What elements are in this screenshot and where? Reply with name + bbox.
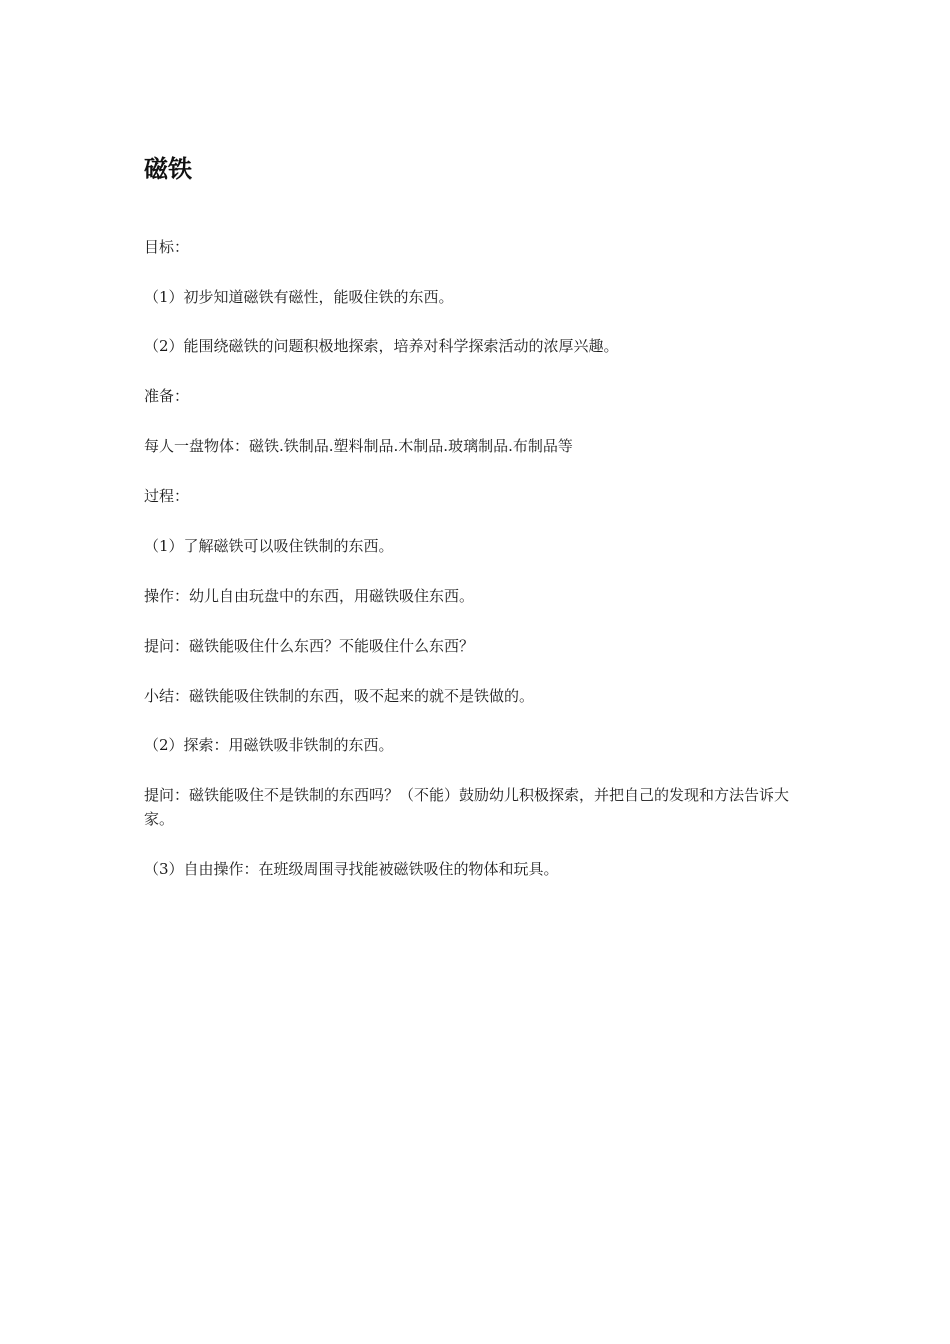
process-step-3: （3）自由操作：在班级周围寻找能被磁铁吸住的物体和玩具。 (144, 860, 559, 878)
goal-item-2: （2）能围绕磁铁的问题积极地探索，培养对科学探索活动的浓厚兴趣。 (144, 337, 619, 355)
process-step-1-operation: 操作：幼儿自由玩盘中的东西，用磁铁吸住东西。 (144, 587, 475, 605)
section-heading-goals: 目标： (144, 238, 190, 256)
document-title: 磁铁 (144, 155, 192, 183)
section-heading-preparation: 准备： (144, 387, 190, 405)
process-step-2-question: 提问：磁铁能吸住不是铁制的东西吗？（不能）鼓励幼儿积极探索，并把自己的发现和方法告诉大家。 (144, 786, 790, 828)
preparation-item: 每人一盘物体：磁铁.铁制品.塑料制品.木制品.玻璃制品.布制品等 (144, 437, 573, 455)
process-step-1-summary: 小结：磁铁能吸住铁制的东西，吸不起来的就不是铁做的。 (144, 687, 535, 705)
process-step-2: （2）探索：用磁铁吸非铁制的东西。 (144, 736, 394, 754)
goal-item-1: （1）初步知道磁铁有磁性，能吸住铁的东西。 (144, 288, 454, 306)
process-step-1: （1）了解磁铁可以吸住铁制的东西。 (144, 537, 394, 555)
section-heading-process: 过程： (144, 487, 190, 505)
process-step-1-question: 提问：磁铁能吸住什么东西？不能吸住什么东西？ (144, 637, 475, 655)
